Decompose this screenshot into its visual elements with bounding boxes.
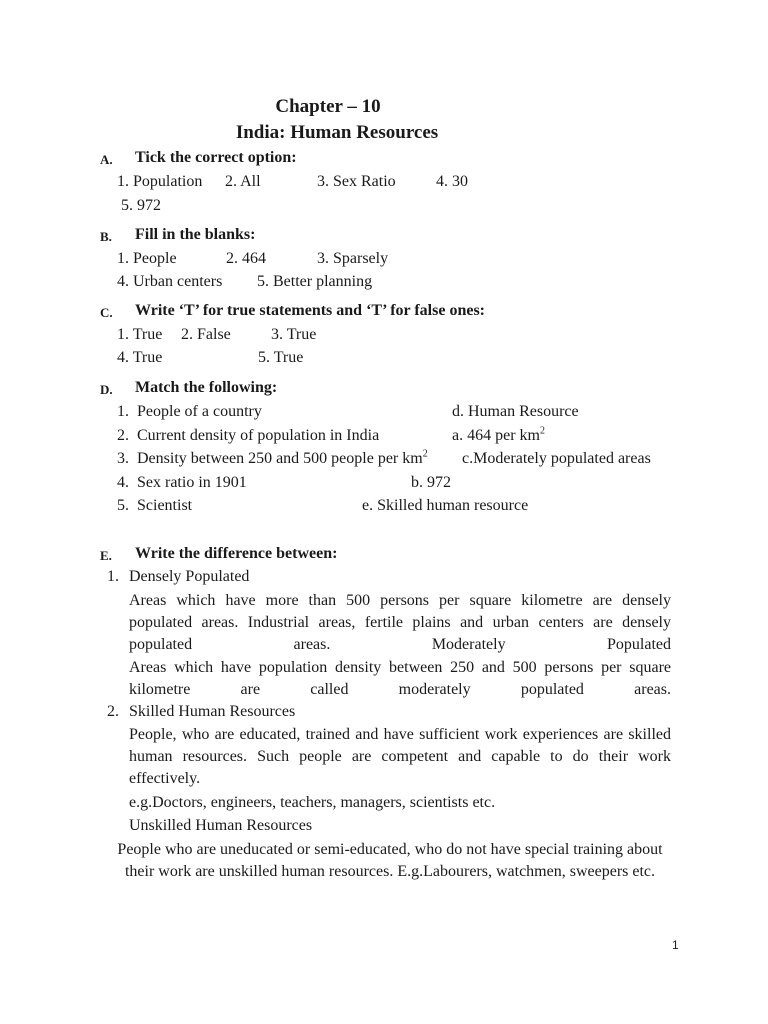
match-number: 3. xyxy=(117,450,129,467)
item-subtitle: Unskilled Human Resources xyxy=(129,817,313,834)
match-left: Current density of population in India xyxy=(137,427,380,444)
paragraph-centered: People who are uneducated or semi-educated, who do not have special training about their work are unskilled human resources. E.g.Labourers, watchmen, sweepers etc. xyxy=(117,841,663,880)
answer-item: 3. True xyxy=(271,326,317,343)
section-heading: Fill in the blanks: xyxy=(135,226,256,243)
match-number: 2. xyxy=(117,427,129,444)
chapter-subject: India: Human Resources xyxy=(235,122,439,143)
paragraph: Areas which have more than 500 persons per square kilometre are densely populated areas. Industrial areas, fertile plains and urban centers are densely populated areas. Moderately Populated xyxy=(129,592,671,653)
answer-item: 5. Better planning xyxy=(257,273,373,290)
answer-item: 1. People xyxy=(117,250,177,267)
section-heading: Match the following: xyxy=(135,379,278,396)
example-line: e.g.Doctors, engineers, teachers, managers, scientists etc. xyxy=(129,794,496,811)
superscript: 2 xyxy=(539,425,545,437)
match-left: People of a country xyxy=(137,403,262,420)
section-letter: B. xyxy=(100,229,112,244)
answer-item: 2. False xyxy=(181,326,231,343)
match-right: d. Human Resource xyxy=(452,403,579,420)
match-left: Density between 250 and 500 people per $km^2$ xyxy=(137,448,428,467)
match-number: 1. xyxy=(117,403,129,420)
match-left: Scientist xyxy=(137,497,193,514)
answer-item: 4. Urban centers xyxy=(117,273,223,290)
answer-item: 3. Sparsely xyxy=(317,250,389,267)
chapter-title: Chapter – 10 xyxy=(275,96,381,117)
match-left: Sex ratio in 1901 xyxy=(137,474,247,491)
paragraph: Areas which have population density between 250 and 500 persons per square kilometre are called moderately populated areas. xyxy=(129,659,671,698)
answer-item: 1. True xyxy=(117,326,163,343)
page-number: 1 xyxy=(672,938,679,952)
answer-item: 2. 464 xyxy=(226,250,266,267)
match-right: c.Moderately populated areas xyxy=(462,450,651,467)
answer-item: 5. 972 xyxy=(121,197,161,214)
answer-item: 4. 30 xyxy=(436,173,468,190)
answer-item: 1. Population xyxy=(117,173,203,190)
superscript: 2 xyxy=(422,448,428,460)
answer-item: 4. True xyxy=(117,349,163,366)
section-letter: A. xyxy=(100,152,113,167)
match-right: a. 464 per $km^2$ xyxy=(452,425,545,444)
item-title: Skilled Human Resources xyxy=(129,703,296,720)
paragraph: People, who are educated, trained and have sufficient work experiences are skilled human resources. Such people are competent and capable to do their work effectively. xyxy=(129,726,671,787)
item-number: 1. xyxy=(107,568,119,585)
answer-item: 5. True xyxy=(258,349,304,366)
section-letter: C. xyxy=(100,305,113,320)
match-number: 5. xyxy=(117,497,129,514)
answer-item: 2. All xyxy=(225,173,261,190)
match-number: 4. xyxy=(117,474,129,491)
item-title: Densely Populated xyxy=(129,568,250,585)
match-right: b. 972 xyxy=(411,474,451,491)
section-heading: Write the difference between: xyxy=(135,545,338,562)
section-letter: D. xyxy=(100,382,113,397)
item-number: 2. xyxy=(107,703,119,720)
match-right: e. Skilled human resource xyxy=(362,497,529,514)
section-heading: Tick the correct option: xyxy=(135,149,297,166)
section-heading: Write ‘T’ for true statements and ‘T’ for false ones: xyxy=(135,302,485,319)
section-letter: E. xyxy=(100,548,112,563)
answer-item: 3. Sex Ratio xyxy=(317,173,396,190)
